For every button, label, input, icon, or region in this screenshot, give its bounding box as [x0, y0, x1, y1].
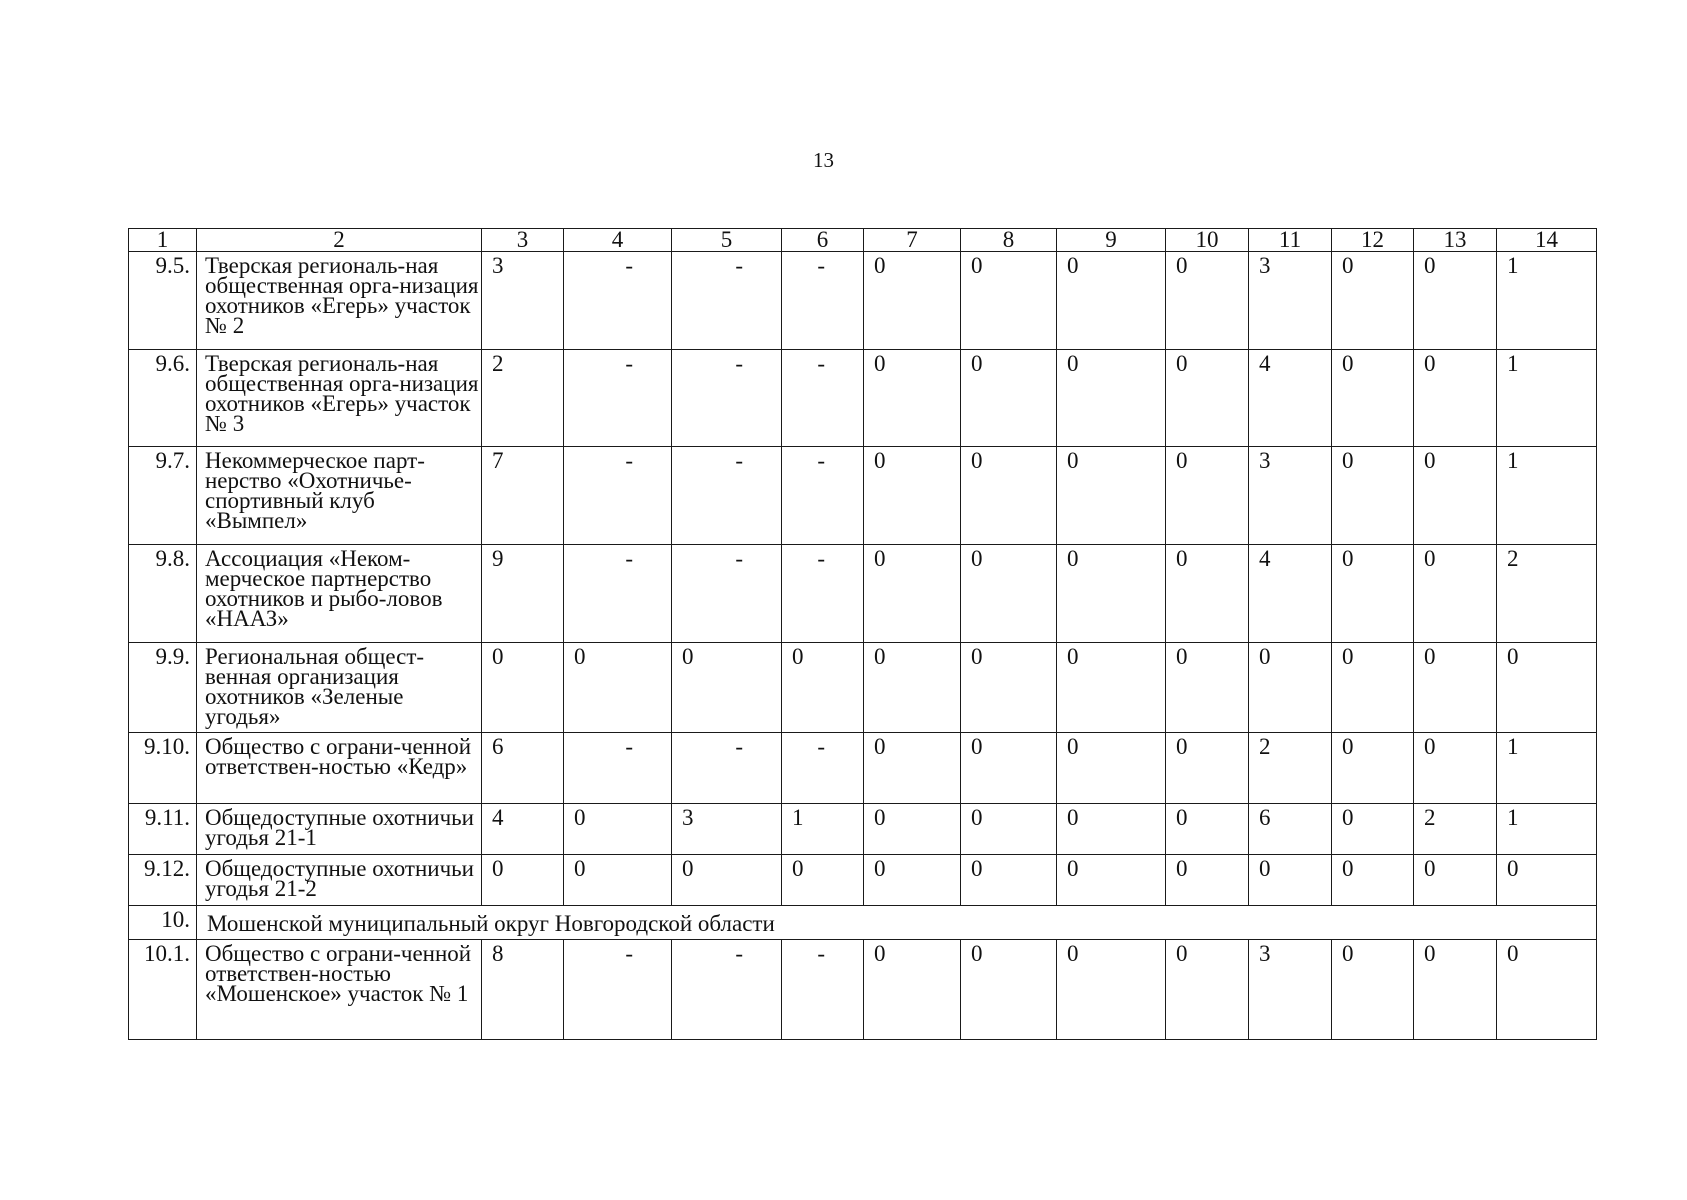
- value-cell: 0: [961, 252, 1057, 350]
- header-cell: 1: [129, 229, 197, 252]
- row-number: 9.9.: [129, 643, 197, 733]
- value-cell: 0: [482, 643, 564, 733]
- value-cell: 0: [1414, 733, 1497, 804]
- value-cell: -: [672, 733, 782, 804]
- table-row: [129, 350, 1597, 447]
- value-cell: 3: [672, 804, 782, 855]
- value-cell: -: [564, 252, 672, 350]
- value-cell: 4: [1249, 545, 1332, 643]
- section-title: Мошенской муниципальный округ Новгородской области: [197, 906, 1597, 940]
- value-cell: 1: [1497, 733, 1597, 804]
- value-cell: 2: [482, 350, 564, 447]
- value-cell: 0: [1057, 940, 1166, 1040]
- value-cell: 0: [961, 733, 1057, 804]
- value-cell: 0: [1166, 804, 1249, 855]
- value-cell: 0: [864, 545, 961, 643]
- value-cell: 0: [864, 804, 961, 855]
- value-cell: 0: [1057, 855, 1166, 906]
- header-cell: 10: [1166, 229, 1249, 252]
- value-cell: 0: [1166, 350, 1249, 447]
- value-cell: 0: [1414, 545, 1497, 643]
- value-cell: 0: [482, 855, 564, 906]
- value-cell: 0: [1166, 447, 1249, 545]
- value-cell: 0: [1414, 252, 1497, 350]
- value-cell: 0: [1414, 447, 1497, 545]
- value-cell: 0: [961, 804, 1057, 855]
- value-cell: 0: [672, 855, 782, 906]
- value-cell: -: [782, 350, 864, 447]
- value-cell: -: [782, 733, 864, 804]
- value-cell: 6: [482, 733, 564, 804]
- value-cell: 0: [1057, 545, 1166, 643]
- value-cell: 0: [864, 350, 961, 447]
- page-number: [0, 148, 1687, 172]
- value-cell: 0: [864, 447, 961, 545]
- row-number: 9.11.: [129, 804, 197, 855]
- header-cell: 7: [864, 229, 961, 252]
- value-cell: 0: [564, 643, 672, 733]
- value-cell: 0: [1332, 447, 1414, 545]
- value-cell: -: [672, 447, 782, 545]
- header-cell: 5: [672, 229, 782, 252]
- row-number: 10.: [129, 906, 197, 940]
- value-cell: 0: [1166, 545, 1249, 643]
- value-cell: -: [672, 350, 782, 447]
- organization-name: Общество с ограни-ченной ответствен-ностью «Кедр»: [197, 733, 482, 804]
- header-cell: 3: [482, 229, 564, 252]
- value-cell: 2: [1414, 804, 1497, 855]
- organization-name: Общедоступные охотничьи угодья 21-1: [197, 804, 482, 855]
- table-row: [129, 940, 1597, 1040]
- organization-name: Ассоциация «Неком-мерческое партнерство охотников и рыбо-ловов «НААЗ»: [197, 545, 482, 643]
- value-cell: 0: [1166, 940, 1249, 1040]
- organization-name: Тверская региональ-ная общественная орга-низация охотников «Егерь» участок № 2: [197, 252, 482, 350]
- value-cell: 0: [1332, 855, 1414, 906]
- value-cell: 3: [1249, 252, 1332, 350]
- section-row: [129, 906, 1597, 940]
- value-cell: -: [782, 447, 864, 545]
- value-cell: 0: [961, 447, 1057, 545]
- value-cell: 0: [864, 855, 961, 906]
- value-cell: 2: [1249, 733, 1332, 804]
- value-cell: 0: [782, 855, 864, 906]
- value-cell: 0: [782, 643, 864, 733]
- value-cell: 2: [1497, 545, 1597, 643]
- row-number: 10.1.: [129, 940, 197, 1040]
- value-cell: 0: [1166, 733, 1249, 804]
- header-cell: 11: [1249, 229, 1332, 252]
- table-row: [129, 855, 1597, 906]
- value-cell: -: [782, 545, 864, 643]
- value-cell: 0: [864, 940, 961, 1040]
- value-cell: 0: [1414, 643, 1497, 733]
- value-cell: 0: [1414, 855, 1497, 906]
- value-cell: 9: [482, 545, 564, 643]
- value-cell: 0: [1332, 350, 1414, 447]
- value-cell: 0: [1166, 643, 1249, 733]
- value-cell: 0: [1166, 855, 1249, 906]
- value-cell: 0: [1166, 252, 1249, 350]
- value-cell: 0: [961, 940, 1057, 1040]
- table-row: [129, 545, 1597, 643]
- value-cell: 0: [1497, 940, 1597, 1040]
- value-cell: 0: [672, 643, 782, 733]
- value-cell: -: [564, 350, 672, 447]
- value-cell: 0: [864, 643, 961, 733]
- organization-name: Некоммерческое парт-нерство «Охотничье-спортивный клуб «Вымпел»: [197, 447, 482, 545]
- value-cell: 0: [1057, 643, 1166, 733]
- value-cell: 1: [1497, 447, 1597, 545]
- value-cell: 0: [1497, 855, 1597, 906]
- value-cell: 0: [961, 855, 1057, 906]
- value-cell: 0: [1332, 643, 1414, 733]
- value-cell: -: [564, 940, 672, 1040]
- row-number: 9.6.: [129, 350, 197, 447]
- value-cell: -: [782, 940, 864, 1040]
- value-cell: 0: [961, 350, 1057, 447]
- value-cell: 1: [1497, 350, 1597, 447]
- value-cell: 0: [564, 855, 672, 906]
- value-cell: 0: [1057, 447, 1166, 545]
- value-cell: -: [672, 252, 782, 350]
- value-cell: 8: [482, 940, 564, 1040]
- data-table: [128, 228, 1597, 1040]
- value-cell: 0: [1414, 940, 1497, 1040]
- value-cell: 7: [482, 447, 564, 545]
- value-cell: 0: [1057, 252, 1166, 350]
- value-cell: 0: [864, 252, 961, 350]
- header-row: [129, 229, 1597, 252]
- value-cell: 3: [482, 252, 564, 350]
- row-number: 9.5.: [129, 252, 197, 350]
- value-cell: -: [564, 545, 672, 643]
- table-row: [129, 643, 1597, 733]
- table-row: [129, 804, 1597, 855]
- value-cell: 6: [1249, 804, 1332, 855]
- value-cell: -: [782, 252, 864, 350]
- header-cell: 13: [1414, 229, 1497, 252]
- value-cell: 0: [1414, 350, 1497, 447]
- value-cell: -: [672, 940, 782, 1040]
- value-cell: 3: [1249, 447, 1332, 545]
- organization-name: Общедоступные охотничьи угодья 21-2: [197, 855, 482, 906]
- row-number: 9.7.: [129, 447, 197, 545]
- value-cell: 0: [961, 643, 1057, 733]
- value-cell: 0: [1332, 252, 1414, 350]
- page-number-text: 13: [813, 148, 834, 172]
- value-cell: 4: [482, 804, 564, 855]
- value-cell: 0: [564, 804, 672, 855]
- value-cell: 0: [1057, 733, 1166, 804]
- row-number: 9.8.: [129, 545, 197, 643]
- organization-name: Тверская региональ-ная общественная орга-низация охотников «Егерь» участок № 3: [197, 350, 482, 447]
- organization-name: Региональная общест-венная организация охотников «Зеленые угодья»: [197, 643, 482, 733]
- header-cell: 14: [1497, 229, 1597, 252]
- value-cell: 0: [1249, 643, 1332, 733]
- row-number: 9.10.: [129, 733, 197, 804]
- value-cell: -: [564, 733, 672, 804]
- header-cell: 2: [197, 229, 482, 252]
- value-cell: 0: [1249, 855, 1332, 906]
- header-cell: 6: [782, 229, 864, 252]
- value-cell: 0: [1332, 545, 1414, 643]
- value-cell: 0: [961, 545, 1057, 643]
- value-cell: 0: [1497, 643, 1597, 733]
- value-cell: 0: [1057, 350, 1166, 447]
- row-number: 9.12.: [129, 855, 197, 906]
- header-cell: 9: [1057, 229, 1166, 252]
- header-cell: 8: [961, 229, 1057, 252]
- table-row: [129, 252, 1597, 350]
- value-cell: 4: [1249, 350, 1332, 447]
- table-row: [129, 733, 1597, 804]
- value-cell: 1: [1497, 804, 1597, 855]
- header-cell: 4: [564, 229, 672, 252]
- value-cell: 0: [1332, 804, 1414, 855]
- value-cell: -: [672, 545, 782, 643]
- header-cell: 12: [1332, 229, 1414, 252]
- table-body: [129, 229, 1597, 1040]
- value-cell: 1: [782, 804, 864, 855]
- organization-name: Общество с ограни-ченной ответствен-ностью «Мошенское» участок № 1: [197, 940, 482, 1040]
- value-cell: 0: [1057, 804, 1166, 855]
- value-cell: 0: [1332, 733, 1414, 804]
- value-cell: 1: [1497, 252, 1597, 350]
- value-cell: 3: [1249, 940, 1332, 1040]
- value-cell: -: [564, 447, 672, 545]
- value-cell: 0: [1332, 940, 1414, 1040]
- value-cell: 0: [864, 733, 961, 804]
- table-row: [129, 447, 1597, 545]
